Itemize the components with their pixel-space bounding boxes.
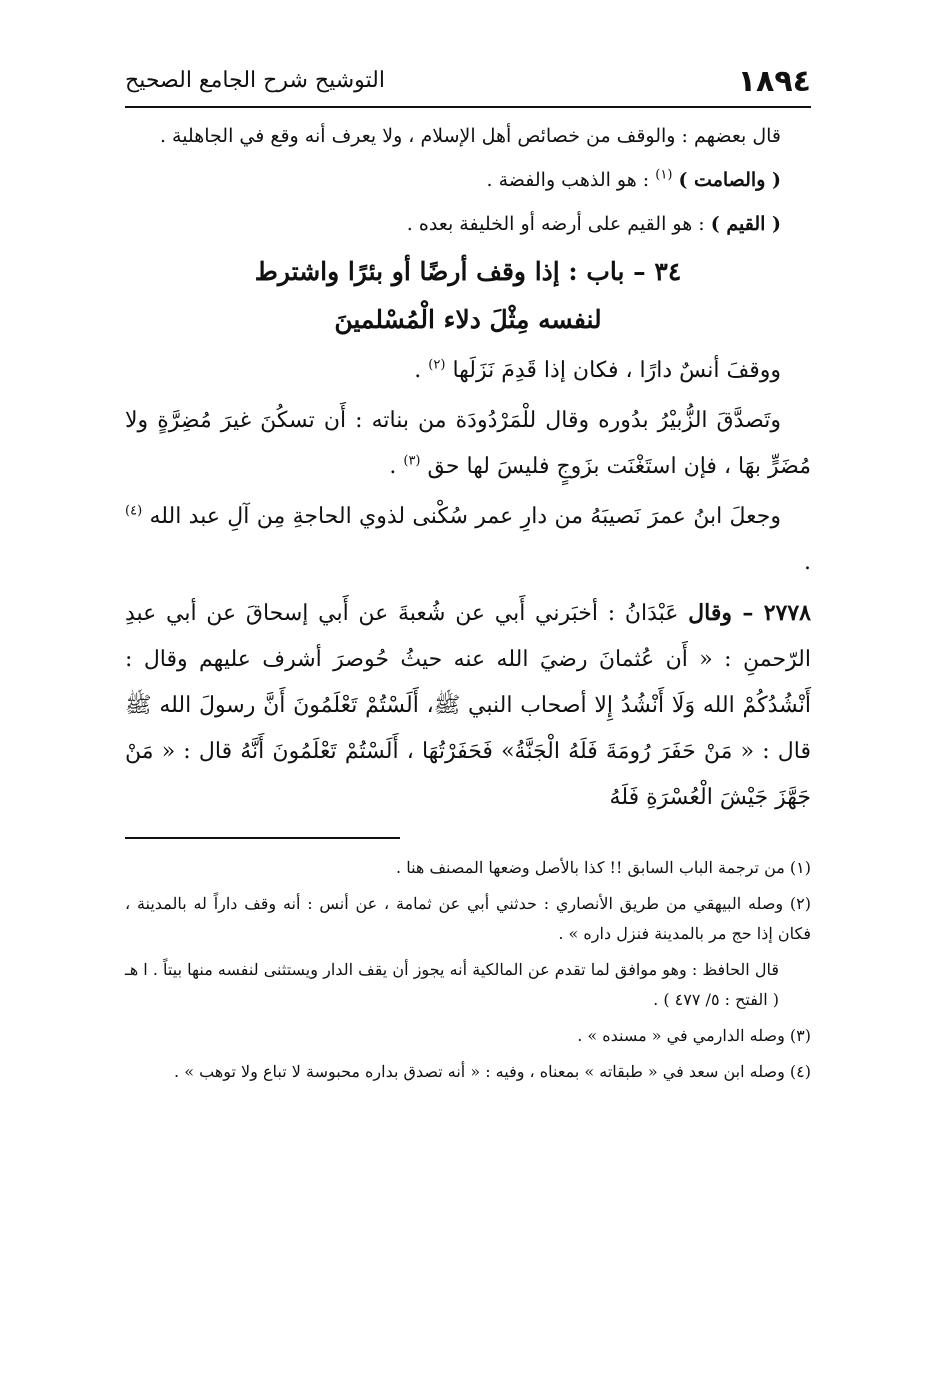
page-header [125, 62, 811, 108]
hadith-text: عَبْدَانُ : أخبَرني أَبي عن شُعبةَ عن أَبي إسحاقَ عن أبي عبدِ الرّحمنِ : « أَن عُثمانَ رضيَ الله عنه حيثُ حُوصرَ أشرف عليهم وقال : أَنْشُدُكُمْ الله وَلَا أَنْشُدُ إِلا أصحاب النبي ﷺ، أَلَسْتُمْ تَعْلَمُونَ أَنَّ رسولَ الله ﷺ قال : « مَنْ حَفَرَ رُومَةَ فَلَهُ الْجَنَّةُ» فَحَفَرْتُهَا ، أَلَسْتُمْ تَعْلَمُونَ أَنَّهُ قال : « مَنْ جَهَّزَ جَيْشَ الْعُسْرَةِ فَلَهُ [125, 601, 811, 810]
paragraph-text: وجعلَ ابنُ عمرَ نَصيبَهُ من دارِ عمر سُكْنى لذوي الحاجةِ مِن آلِ عبد الله [149, 504, 781, 529]
footnote-ref: (١) [655, 167, 673, 183]
gloss-text: : هو القيم على أرضه أو الخليفة بعده . [406, 213, 711, 235]
hadith-number: ٢٧٧٨ – وقال [688, 600, 811, 626]
gloss-term: ( والصامت ) [678, 169, 781, 191]
main-text [125, 118, 811, 821]
intro-paragraph: قال بعضهم : والوقف من خصائص أهل الإسلام ، ولا يعرف أنه وقع في الجاهلية . [159, 125, 781, 147]
paragraph-anas [125, 348, 811, 394]
page-number: ١٨٩٤ [737, 64, 811, 99]
paragraph-end: . [389, 454, 404, 479]
paragraph-end: . [414, 358, 429, 383]
footnote-ref: (٢) [428, 357, 446, 373]
footnote-1: (١) من ترجمة الباب السابق !! كذا بالأصل وضعها المصنف هنا . [396, 858, 811, 877]
paragraph-text: وتَصدَّقَ الزُّبيْرُ بدُوره وقال للْمَرْدُودَة من بناته : أَن تسكُنَ غيرَ مُضِرَّةٍ ولا مُضَرٍّ بهَا ، فإن استَغْنَت بزَوجٍ فليسَ لها حق [125, 408, 811, 479]
gloss-term: ( القيم ) [710, 213, 781, 235]
gloss-samit [125, 162, 811, 198]
paragraph-ibn-umar [125, 494, 811, 586]
chapter-heading-line: لنفسه مِثْلَ دلاء الْمُسْلمينَ [334, 305, 602, 334]
paragraph-end: . [804, 550, 811, 575]
footnote-4: (٤) وصله ابن سعد في « طبقاته » بمعناه ، وفيه : « أنه تصدق بداره محبوسة لا تباع ولا توهب » . [174, 1062, 811, 1081]
gloss-qayyim [125, 206, 811, 242]
hadith-2778 [125, 590, 811, 821]
footnotes [125, 853, 811, 1087]
paragraph-zubayr [125, 398, 811, 490]
footnote-ref: (٤) [125, 503, 143, 519]
running-title: التوشيح شرح الجامع الصحيح [125, 68, 385, 93]
footnote-ref: (٣) [403, 453, 421, 469]
footnote-divider [125, 837, 400, 839]
paragraph-text: ووقفَ أنسٌ دارًا ، فكان إذا قَدِمَ نَزَلَها [452, 358, 781, 383]
footnote-2-continued: قال الحافظ : وهو موافق لما تقدم عن المالكية أنه يجوز أن يقف الدار ويستثنى لنفسه منها بيتاً . ا هـ ( الفتح : ٥/ ٤٧٧ ) . [125, 960, 779, 1009]
footnote-3: (٣) وصله الدارمي في « مسنده » . [577, 1026, 811, 1045]
chapter-heading [125, 248, 811, 344]
book-page [125, 62, 811, 1093]
gloss-text: : هو الذهب والفضة . [486, 169, 656, 191]
chapter-heading-line: ٣٤ – باب : إذا وقف أرضًا أو بئرًا واشترط [254, 257, 682, 286]
footnote-2: (٢) وصله البيهقي من طريق الأنصاري : حدثني أبي عن ثمامة ، عن أنس : أنه وقف داراً له بالمدينة ، فكان إذا حج مر بالمدينة فنزل داره » . [125, 894, 811, 943]
